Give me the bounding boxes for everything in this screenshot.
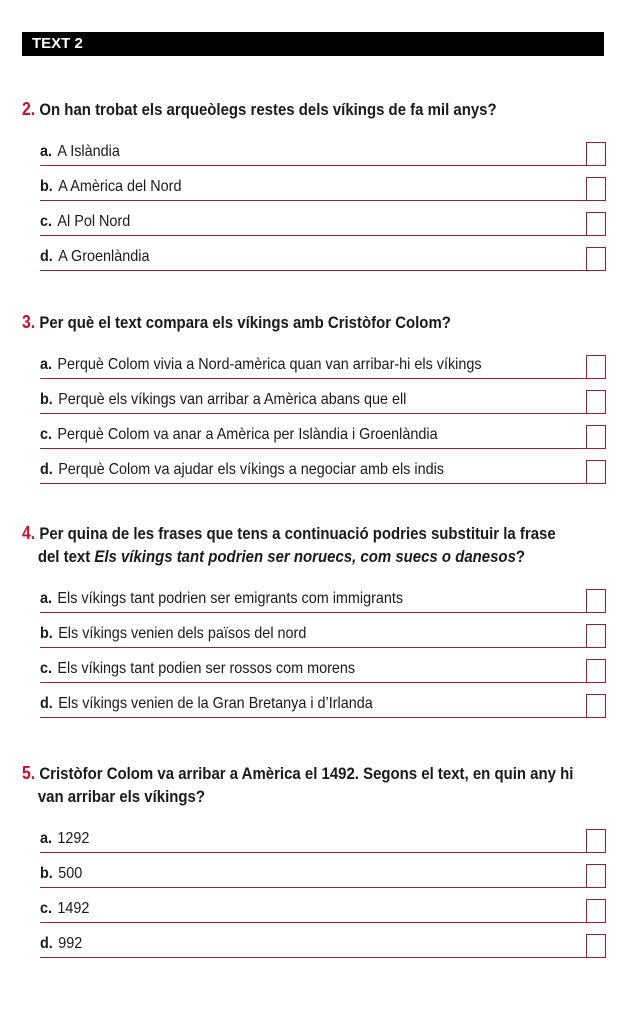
option-text: Perquè Colom va anar a Amèrica per Islàndia i Groenlàndia xyxy=(57,426,438,443)
option-b xyxy=(40,853,606,888)
option-letter: d. xyxy=(40,695,53,712)
option-text: 992 xyxy=(58,935,83,952)
answer-checkbox[interactable] xyxy=(586,589,606,613)
answer-checkbox[interactable] xyxy=(586,390,606,414)
option-a xyxy=(40,344,606,379)
option-c xyxy=(40,201,606,236)
answer-checkbox[interactable] xyxy=(586,694,606,718)
answer-checkbox[interactable] xyxy=(586,425,606,449)
option-d xyxy=(40,236,606,271)
option-letter: c. xyxy=(40,426,53,443)
option-b xyxy=(40,379,606,414)
question-text-continued xyxy=(22,785,534,808)
question-line: van arribar els víkings? xyxy=(37,787,205,806)
option-b xyxy=(40,613,606,648)
option-text: Perquè els víkings van arribar a Amèrica abans que ell xyxy=(58,391,407,408)
answer-checkbox[interactable] xyxy=(586,460,606,484)
question-mark: ? xyxy=(515,547,526,566)
option-b xyxy=(40,166,606,201)
section-title: TEXT 2 xyxy=(32,35,83,52)
option-letter: b. xyxy=(40,865,53,882)
option-c xyxy=(40,648,606,683)
question-line: On han trobat els arqueòlegs restes dels víkings de fa mil anys? xyxy=(39,100,497,119)
option-text: Perquè Colom va ajudar els víkings a negociar amb els indis xyxy=(58,461,445,478)
option-letter: d. xyxy=(40,935,53,952)
question-5 xyxy=(22,762,604,958)
question-line: Per què el text compara els víkings amb Cristòfor Colom? xyxy=(39,313,451,332)
question-2 xyxy=(22,98,604,271)
option-a xyxy=(40,131,606,166)
option-text: 500 xyxy=(58,865,83,882)
question-text xyxy=(22,762,574,785)
question-3 xyxy=(22,311,604,484)
question-4 xyxy=(22,522,604,718)
question-number: 4. xyxy=(22,523,36,543)
answer-checkbox[interactable] xyxy=(586,177,606,201)
question-number: 2. xyxy=(22,99,36,119)
answer-checkbox[interactable] xyxy=(586,624,606,648)
quoted-phrase: Els víkings tant podrien ser noruecs, com suecs o danesos xyxy=(94,547,516,566)
option-text: Els víkings tant podrien ser emigrants com immigrants xyxy=(57,590,404,607)
option-letter: c. xyxy=(40,213,53,230)
option-text: A Amèrica del Nord xyxy=(58,178,182,195)
option-text: 1292 xyxy=(57,830,90,847)
answer-checkbox[interactable] xyxy=(586,864,606,888)
option-letter: d. xyxy=(40,248,53,265)
option-text: 1492 xyxy=(57,900,90,917)
option-list xyxy=(40,131,604,271)
option-list xyxy=(40,578,604,718)
option-letter: c. xyxy=(40,660,53,677)
option-text: A Islàndia xyxy=(57,143,120,160)
option-text: Els víkings tant podien ser rossos com morens xyxy=(57,660,356,677)
option-list xyxy=(40,818,604,958)
question-text xyxy=(22,98,534,121)
answer-checkbox[interactable] xyxy=(586,899,606,923)
question-number: 5. xyxy=(22,763,36,783)
question-line: del text xyxy=(37,547,95,566)
option-letter: b. xyxy=(40,625,53,642)
option-c xyxy=(40,414,606,449)
option-letter: b. xyxy=(40,391,53,408)
option-letter: a. xyxy=(40,830,53,847)
question-text-continued xyxy=(22,545,534,568)
option-letter: a. xyxy=(40,590,53,607)
answer-checkbox[interactable] xyxy=(586,934,606,958)
option-letter: d. xyxy=(40,461,53,478)
option-d xyxy=(40,683,606,718)
answer-checkbox[interactable] xyxy=(586,659,606,683)
option-text: Els víkings venien de la Gran Bretanya i d’Irlanda xyxy=(58,695,373,712)
section-header xyxy=(22,32,604,56)
question-line: Cristòfor Colom va arribar a Amèrica el 1492. Segons el text, en quin any hi xyxy=(39,764,574,783)
option-text: Perquè Colom vivia a Nord-amèrica quan van arribar-hi els víkings xyxy=(57,356,482,373)
option-d xyxy=(40,449,606,484)
question-text xyxy=(22,311,534,334)
answer-checkbox[interactable] xyxy=(586,247,606,271)
option-d xyxy=(40,923,606,958)
answer-checkbox[interactable] xyxy=(586,142,606,166)
option-a xyxy=(40,818,606,853)
answer-checkbox[interactable] xyxy=(586,829,606,853)
option-text: Al Pol Nord xyxy=(57,213,131,230)
option-letter: b. xyxy=(40,178,53,195)
question-text xyxy=(22,522,556,545)
question-line: Per quina de les frases que tens a continuació podries substituir la frase xyxy=(39,524,556,543)
option-list xyxy=(40,344,604,484)
option-letter: a. xyxy=(40,143,53,160)
answer-checkbox[interactable] xyxy=(586,355,606,379)
option-text: Els víkings venien dels països del nord xyxy=(58,625,307,642)
option-letter: a. xyxy=(40,356,53,373)
option-a xyxy=(40,578,606,613)
answer-checkbox[interactable] xyxy=(586,212,606,236)
option-letter: c. xyxy=(40,900,53,917)
question-number: 3. xyxy=(22,312,36,332)
option-c xyxy=(40,888,606,923)
option-text: A Groenlàndia xyxy=(58,248,150,265)
